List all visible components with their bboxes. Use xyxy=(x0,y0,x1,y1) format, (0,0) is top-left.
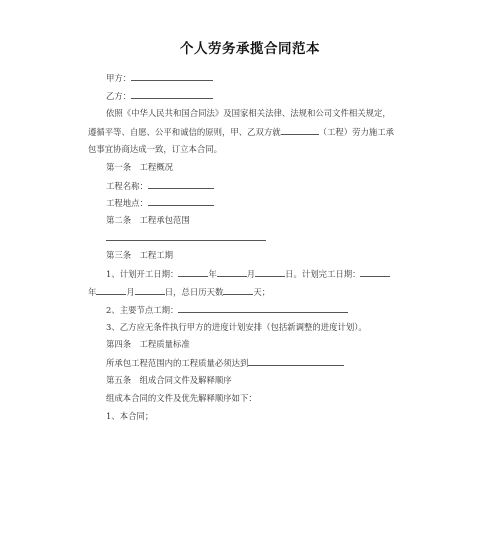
party-b-line xyxy=(106,90,213,102)
article-2-heading: 第二条 工程承包范围 xyxy=(106,215,190,225)
scope-blank-rule xyxy=(106,240,266,241)
finish-date-label: 日。计划完工日期： xyxy=(285,269,361,279)
item-1-line: 1、本合同； xyxy=(106,411,154,421)
article-3-heading: 第三条 工程工期 xyxy=(106,250,173,260)
milestone-blank xyxy=(178,304,348,313)
project-name-label: 工程名称： xyxy=(106,181,148,191)
party-b-label: 乙方： xyxy=(106,91,132,101)
party-a-blank xyxy=(131,72,213,81)
party-a-line xyxy=(106,72,213,84)
article-4-heading: 第四条 工程质量标准 xyxy=(106,339,190,349)
document-title: 个人劳务承揽合同范本 xyxy=(180,41,320,57)
finish-year-blank xyxy=(360,268,390,277)
party-b-blank xyxy=(131,90,213,99)
total-days-label: 日，总日历天数 xyxy=(164,287,224,297)
start-date-label: 1、计划开工日期： xyxy=(106,269,179,279)
year-label-2: 年 xyxy=(88,287,97,297)
start-day-blank xyxy=(255,268,285,277)
project-site-line xyxy=(106,197,214,209)
milestone-label: 2、主要节点工期： xyxy=(106,305,179,315)
quality-label: 所承包工程范围内的工程质量必须达到 xyxy=(106,358,249,368)
plan-requirement-line: 3、乙方应无条件执行甲方的进度计划安排（包括新调整的进度计划）。 xyxy=(106,322,367,332)
milestone-line xyxy=(106,304,348,316)
days-label: 天； xyxy=(253,287,271,297)
finish-month-blank xyxy=(96,286,126,295)
article-1-heading: 第一条 工程概况 xyxy=(106,162,173,172)
project-name-blank xyxy=(148,180,214,189)
start-year-blank xyxy=(178,268,208,277)
project-site-blank xyxy=(148,197,214,206)
year-label: 年 xyxy=(208,269,217,279)
intro-line-1: 依照《中华人民共和国合同法》及国家相关法律、法规和公司文件相关规定， xyxy=(106,108,391,118)
total-days-blank xyxy=(223,286,253,295)
schedule-line-1 xyxy=(106,268,390,280)
intro-line-2-tail: （工程）劳力施工承 xyxy=(318,127,394,137)
intro-line-3: 包事宜协商达成一致，订立本合同。 xyxy=(88,144,222,154)
finish-day-blank xyxy=(135,286,165,295)
month-label: 月 xyxy=(246,269,256,279)
party-a-label: 甲方： xyxy=(106,73,132,83)
project-name-line xyxy=(106,180,214,192)
schedule-line-2 xyxy=(88,286,270,298)
intro-line-2-text: 遵循平等、自愿、公平和诚信的原则，甲、乙双方就 xyxy=(88,127,281,137)
quality-blank xyxy=(248,357,344,366)
quality-line xyxy=(106,357,344,369)
month-label-2: 月 xyxy=(126,287,135,297)
docs-order-line: 组成本合同的文件及优先解释顺序如下： xyxy=(106,393,257,403)
project-blank xyxy=(281,126,319,135)
article-5-heading: 第五条 组成合同文件及解释顺序 xyxy=(106,375,232,385)
start-month-blank xyxy=(217,268,247,277)
intro-line-2 xyxy=(88,126,394,138)
project-site-label: 工程地点： xyxy=(106,198,148,208)
